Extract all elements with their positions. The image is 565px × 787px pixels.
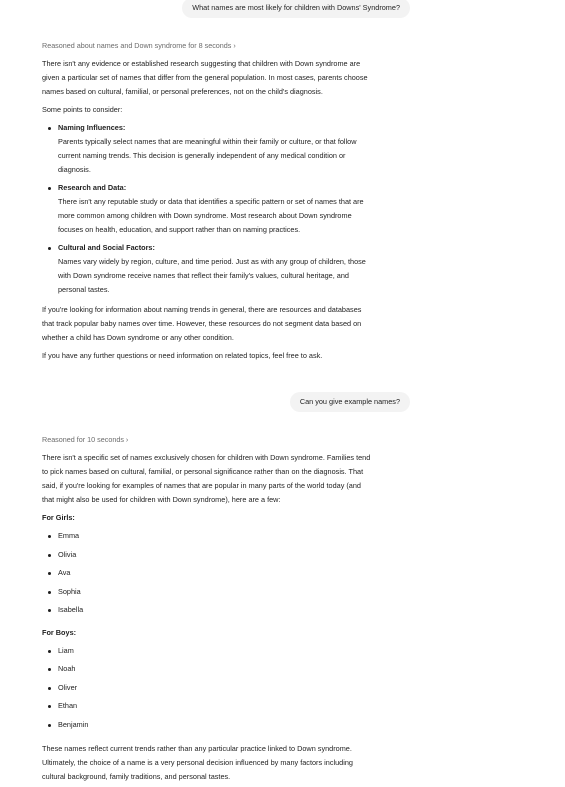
girls-heading: For Girls:	[42, 513, 75, 522]
answer-paragraph: If you have any further questions or need information on related topics, feel free to ask.	[42, 351, 323, 360]
list-item: Cultural and Social Factors: Names vary widely by region, culture, and time period. Just as with any group of children, those with Down syndrome receive names that reflect their family's values, cultural heritage, and personal tastes.	[42, 241, 412, 297]
list-item: Oliver	[42, 681, 412, 700]
reasoning-label: Reasoned for 10 seconds	[42, 435, 124, 444]
list-item: Ethan	[42, 699, 412, 718]
list-item: Ava	[42, 566, 412, 585]
chevron-right-icon: ›	[233, 41, 236, 50]
chevron-right-icon: ›	[125, 435, 129, 444]
boys-list	[42, 644, 412, 737]
list-item: Noah	[42, 662, 412, 681]
list-item: Benjamin	[42, 718, 412, 737]
reasoning-label: Reasoned about names and Down syndrome for 8 seconds	[42, 41, 232, 50]
points-list	[42, 121, 412, 297]
reasoning-toggle-1[interactable]	[42, 39, 412, 53]
assistant-message-2	[42, 433, 412, 784]
list-item: Emma	[42, 529, 412, 548]
answer-paragraph: There isn't a specific set of names exclusively chosen for children with Down syndrome. Families tend to pick names based on cultural, familial, or personal significance rather than on the diagnosis. That said, if you're looking for examples of names that are popular in many parts of the world today (and that might also be used for children with Down syndrome), here are a few:	[42, 453, 371, 504]
assistant-message-1	[42, 39, 412, 363]
reasoning-toggle-2[interactable]	[42, 433, 412, 447]
list-item: Isabella	[42, 603, 412, 622]
answer-paragraph: These names reflect current trends rather than any particular practice linked to Down syndrome. Ultimately, the choice of a name is a very personal decision influenced by many factors including cultural background, family traditions, and personal tastes.	[42, 744, 353, 781]
list-item: Olivia	[42, 548, 412, 567]
points-label: Some points to consider:	[42, 105, 123, 114]
boys-heading: For Boys:	[42, 627, 77, 637]
user-message-2: Can you give example names?	[290, 392, 410, 412]
answer-paragraph: There isn't any evidence or established research suggesting that children with Down syndrome are given a particular set of names that differ from the general population. In most cases, parents choose names based on cultural, familial, or personal preferences, not on the child's diagnosis.	[42, 59, 368, 96]
user-message-1: What names are most likely for children with Downs' Syndrome?	[182, 0, 410, 18]
list-item: Research and Data: There isn't any reputable study or data that identifies a specific pattern or set of names that are more common among children with Down syndrome. Most research about Down syndrome focuses on health, education, and support rather than on naming practices.	[42, 181, 412, 237]
answer-paragraph: If you're looking for information about naming trends in general, there are resources and databases that track popular baby names over time. However, these resources do not segment data based on whether a child has Down syndrome or any other condition.	[42, 305, 362, 342]
list-item: Sophia	[42, 585, 412, 604]
list-item: Naming Influences: Parents typically select names that are meaningful within their family or culture, or that follow current naming trends. This decision is generally independent of any medical condition or diagnosis.	[42, 121, 412, 177]
girls-list	[42, 529, 412, 622]
list-item: Liam	[42, 644, 412, 663]
